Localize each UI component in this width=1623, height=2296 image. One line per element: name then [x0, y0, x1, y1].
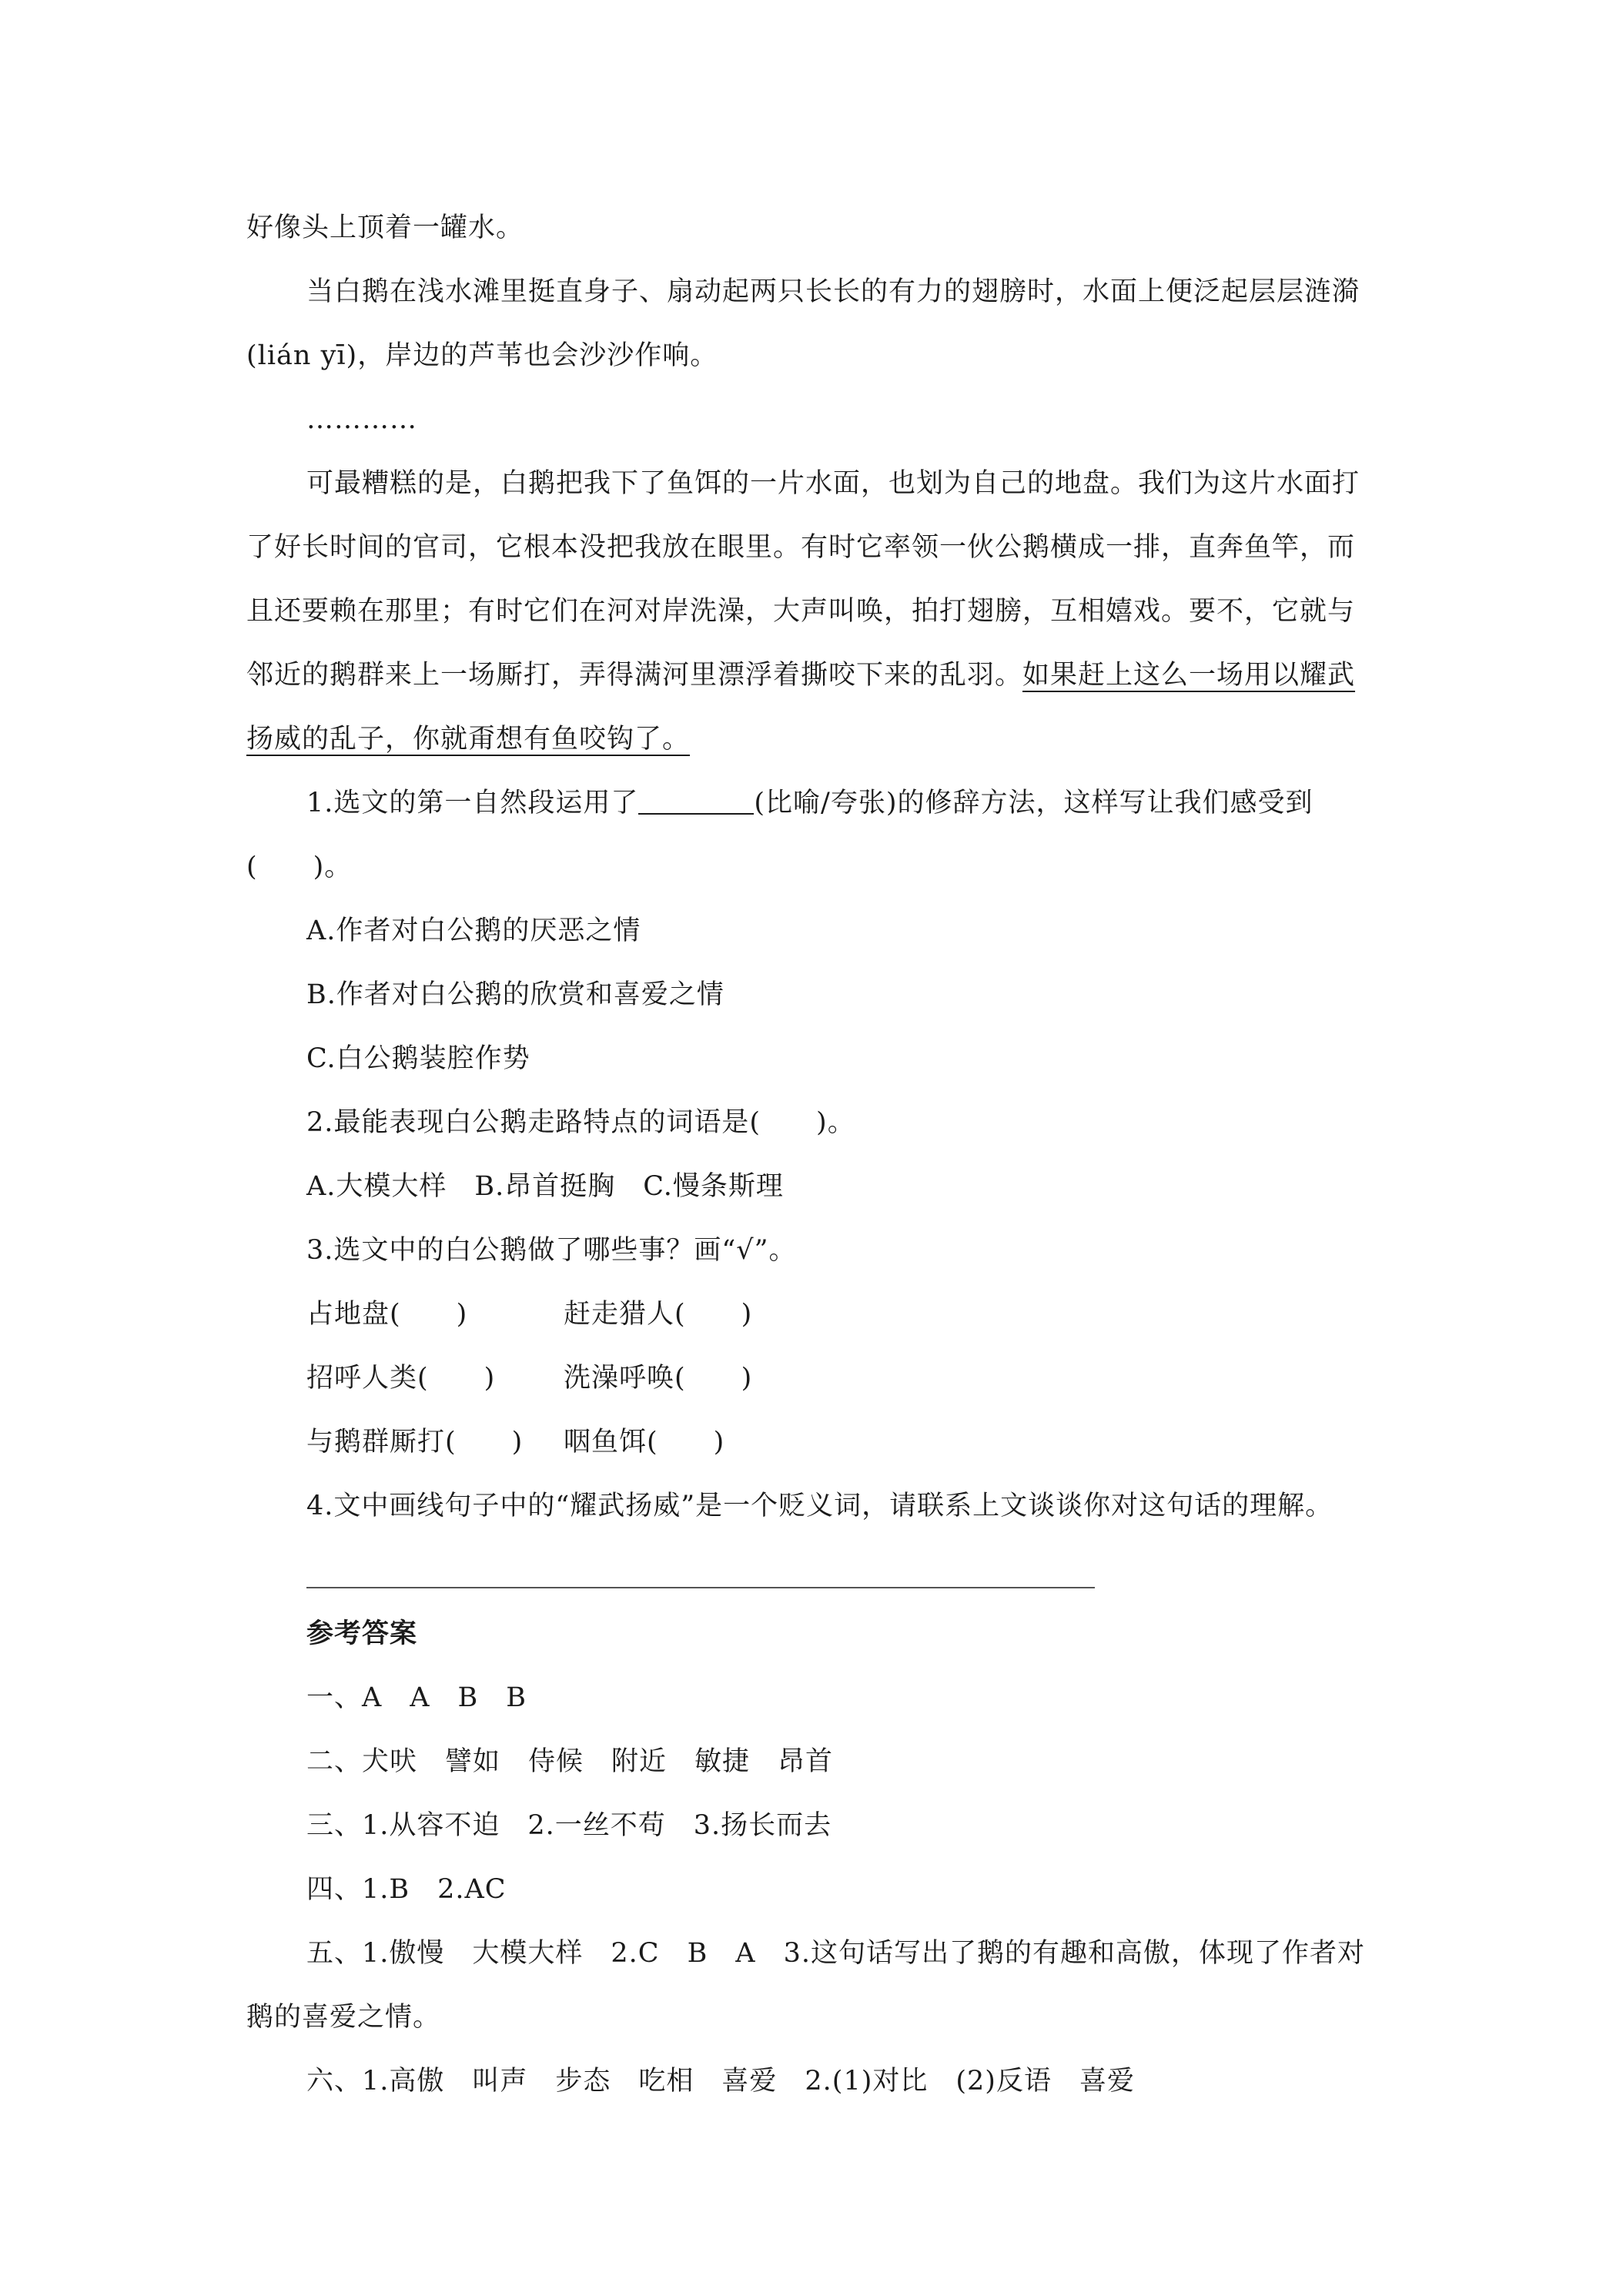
passage-para3-line-4-text: 邻近的鹅群来上一场厮打，弄得满河里漂浮着撕咬下来的乱羽。 — [246, 660, 1023, 691]
question-3-item-5: 与鹅群厮打( ) — [306, 1427, 524, 1458]
question-2-options: A.大模大样 B.昂首挺胸 C.慢条斯理 — [306, 1171, 784, 1202]
passage-para3-line-1: 可最糟糕的是，白鹅把我下了鱼饵的一片水面，也划为自己的地盘。我们为这片水面打 — [306, 468, 1360, 499]
question-3-item-6: 咽鱼饵( ) — [564, 1427, 725, 1458]
underlined-sentence-part-2: 扬威的乱子，你就甭想有鱼咬钩了。 — [246, 724, 691, 755]
answer-blank[interactable] — [638, 787, 754, 815]
question-3: 3.选文中的白公鹅做了哪些事？画“√”。 — [306, 1235, 797, 1266]
passage-para2-line-2: (lián yī)，岸边的芦苇也会沙沙作响。 — [246, 340, 718, 371]
question-1-option-a: A.作者对白公鹅的厌恶之情 — [306, 915, 641, 946]
answer-writing-line[interactable] — [306, 1587, 1095, 1588]
answers-heading: 参考答案 — [306, 1618, 418, 1649]
question-1-text-b: (比喻/夸张)的修辞方法，这样写让我们感受到 — [754, 788, 1313, 818]
passage-line-1: 好像头上顶着一罐水。 — [246, 213, 524, 243]
question-1-text-a: 1.选文的第一自然段运用了 — [306, 788, 639, 818]
answer-section-2: 二、犬吠 譬如 侍候 附近 敏捷 昂首 — [306, 1746, 834, 1777]
answer-section-6: 六、1.高傲 叫声 步态 吃相 喜爱 2.(1)对比 (2)反语 喜爱 — [306, 2066, 1135, 2097]
passage-para3-line-2: 了好长时间的官司，它根本没把我放在眼里。有时它率领一伙公鹅横成一排，直奔鱼竿，而 — [246, 532, 1356, 563]
underlined-sentence-part-1: 如果赶上这么一场用以耀武 — [1022, 660, 1356, 691]
answer-section-5-line-1: 五、1.傲慢 大模大样 2.C B A 3.这句话写出了鹅的有趣和高傲，体现了作者对 — [306, 1938, 1365, 1969]
question-1-option-b: B.作者对白公鹅的欣赏和喜爱之情 — [306, 979, 724, 1010]
question-3-item-1: 占地盘( ) — [306, 1299, 468, 1330]
passage-para3-line-3: 且还要赖在那里；有时它们在河对岸洗澡，大声叫唤，拍打翅膀，互相嬉戏。要不，它就与 — [246, 596, 1356, 627]
question-3-item-2: 赶走猎人( ) — [564, 1299, 753, 1330]
answer-section-4: 四、1.B 2.AC — [306, 1874, 507, 1905]
answer-section-3: 三、1.从容不迫 2.一丝不苟 3.扬长而去 — [306, 1810, 832, 1841]
answer-section-5-line-2: 鹅的喜爱之情。 — [246, 2002, 441, 2033]
question-1-option-c: C.白公鹅装腔作势 — [306, 1043, 530, 1074]
question-2: 2.最能表现白公鹅走路特点的词语是( )。 — [306, 1107, 855, 1138]
passage-para3-line-5 — [246, 720, 690, 758]
question-4: 4.文中画线句子中的“耀武扬威”是一个贬义词，请联系上文谈谈你对这句话的理解。 — [306, 1491, 1334, 1521]
question-1-paren: ( )。 — [246, 852, 353, 882]
passage-ellipsis: ………… — [306, 404, 417, 435]
passage-para3-line-4 — [246, 656, 1355, 694]
question-1 — [306, 784, 1313, 822]
passage-para2-line-1: 当白鹅在浅水滩里挺直身子、扇动起两只长长的有力的翅膀时，水面上便泛起层层涟漪 — [306, 276, 1360, 307]
question-3-item-3: 招呼人类( ) — [306, 1363, 496, 1394]
question-3-item-4: 洗澡呼唤( ) — [564, 1363, 753, 1394]
answer-section-1: 一、A A B B — [306, 1682, 527, 1713]
